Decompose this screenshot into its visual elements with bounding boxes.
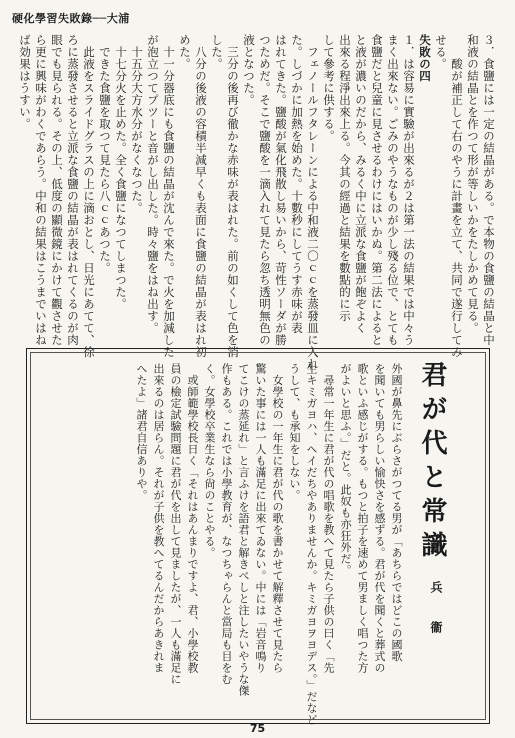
column-line: うして、も承知をしない。 bbox=[288, 363, 301, 501]
article-line: できた食鹽を取つて見たら八ｃｃあつた。 bbox=[98, 34, 112, 274]
article-line: して參考に供する。 bbox=[322, 34, 336, 142]
article-body bbox=[18, 34, 497, 370]
article-line: ら更に興味がわくであらう。中和の結果はこうまでいはね bbox=[34, 34, 48, 346]
column-line: を聞いても男らしい愉快さを感ずる。君が代を聞くと葬式の bbox=[373, 363, 386, 674]
column-line: てこけの蒸延れ」と言ふけを語君と解きべしと注したいやうな傑 bbox=[237, 363, 250, 697]
column-line: 驚いた事には一人も滿足に出來てゐない。中には「岩音鳴り bbox=[254, 363, 267, 674]
article-line: が泡立つてプツーと音がし出した。時々鹽をはね出す。 bbox=[146, 34, 160, 334]
article-line: はれてきた。鹽酸が氣化飛散し易いから、苛性ソーダが勝 bbox=[274, 34, 288, 346]
article-line: 失敗の四 bbox=[418, 34, 432, 82]
column-line: 出來るのは居らん。それが子供を教へてるんだからあきれま bbox=[152, 363, 165, 674]
column-line: へたよ」諸君自信ありや。 bbox=[135, 363, 148, 501]
page-number: 75 bbox=[249, 722, 266, 735]
column-line: 作もある。これでは小學教育が、なつちゃらんと當局も目をむ bbox=[220, 363, 233, 685]
article-line: 眼でも見られる。その上、低度の顯微鏡にかけて觀させた bbox=[50, 34, 64, 346]
article-line: 此液をスライドグラスの上に滴おとし、日光にあてて、徐 bbox=[82, 34, 96, 358]
article-line: まく出來ない。ごみのやうなものが少し殘る位で、とても bbox=[386, 34, 400, 346]
article-line: １．は容易に實驗が出來るが２は第一法の結果では中々う bbox=[402, 34, 416, 346]
column-line: 或師範學校長日く「それはあんまりですよ、君、小學校教 bbox=[186, 363, 199, 674]
column-body bbox=[35, 363, 405, 726]
column-line: 外國が鼻先にぶらさがつてる男が「あちらではどこの國歌 bbox=[390, 363, 403, 662]
article-line: ば効果はうすい。 bbox=[18, 34, 32, 130]
article-line: た。しづかに加熱を始めた。十數秒にしてうす赤味が表 bbox=[290, 34, 304, 334]
column-line: 歌といふ感じがする。もつと拍子を速めて男ましく唱つた方 bbox=[356, 363, 369, 674]
article-line: めた。 bbox=[178, 34, 192, 70]
column-author: 新 兵 衞 bbox=[429, 541, 443, 641]
article-line: 十一分器底にも食鹽の結晶が沈んで來た。で火を加減した bbox=[162, 34, 176, 358]
article-line: 食鹽だと兒童に見させるわけにはいかぬ。第二法によると bbox=[370, 34, 384, 346]
column-line: 員の檢定試驗問題に君が代を出して見ましたが、一人も滿足に bbox=[169, 363, 182, 685]
column-line: 女學校の一年生に君が代の歌を書かせて解釋させて見たら bbox=[271, 363, 284, 674]
running-header: 硬化學習失敗錄──大浦 bbox=[12, 12, 130, 25]
column-line: 生キミガヨハ、ヘイだちやありませんか。キミガヨヲヨデス。」だなど bbox=[305, 363, 318, 726]
column-line: がよいと思ふ。」だと。此奴も亦狂外だ。 bbox=[339, 363, 352, 576]
column-line: く。女學校卒業生なら尙のことやる。 bbox=[203, 363, 216, 559]
column-title: 君が代と常識 bbox=[417, 361, 447, 565]
article-line: 酸が補正して右のやうに計畫を立て、共同で遂行してみ bbox=[450, 34, 464, 358]
article-line: ３．食鹽には一定の結晶がある。で本物の食鹽の結晶と中 bbox=[482, 34, 496, 346]
article-line: せる。 bbox=[434, 34, 448, 70]
article-line: ろに蒸發させると立派な食鹽の結晶が表はれてくるのが肉 bbox=[66, 34, 80, 346]
article-line: と液が濃いのだから、みるく中に立派な食鹽が飽ぞよく bbox=[354, 34, 368, 334]
article-line: 三分の後再び徹かな赤味が表はれた。前の如くして色を消 bbox=[226, 34, 240, 358]
article-line: 八分の後液の容積半減早くも表面に食鹽の結晶が表はれ初 bbox=[194, 34, 208, 358]
article-line: 十七分火を止めた。全く食鹽になつてしまつた。 bbox=[114, 34, 128, 310]
article-line: 十五分大方水分がなくなつた。 bbox=[130, 34, 144, 214]
article-line: した。 bbox=[210, 34, 224, 70]
column-box bbox=[26, 348, 490, 724]
article-line: つためだ。そこで鹽酸を一滴入れて見たら忽ち透明無色の bbox=[258, 34, 272, 346]
article-line: フェノールフタレーンによる中和液二〇ｃｃを蒸發皿に入れ bbox=[306, 34, 320, 370]
column-line: 尋常一年生に君が代の唱歌を教へて見たら子供の曰く「先 bbox=[322, 363, 335, 674]
article-line: 液となつた。 bbox=[242, 34, 256, 106]
article-line: 和液の結晶とを作つて形が等しいかをたしかめて見る。 bbox=[466, 34, 480, 334]
article-line: 出來る程淨出來上る。今其の經過と結果を數點的に示 bbox=[338, 34, 352, 322]
